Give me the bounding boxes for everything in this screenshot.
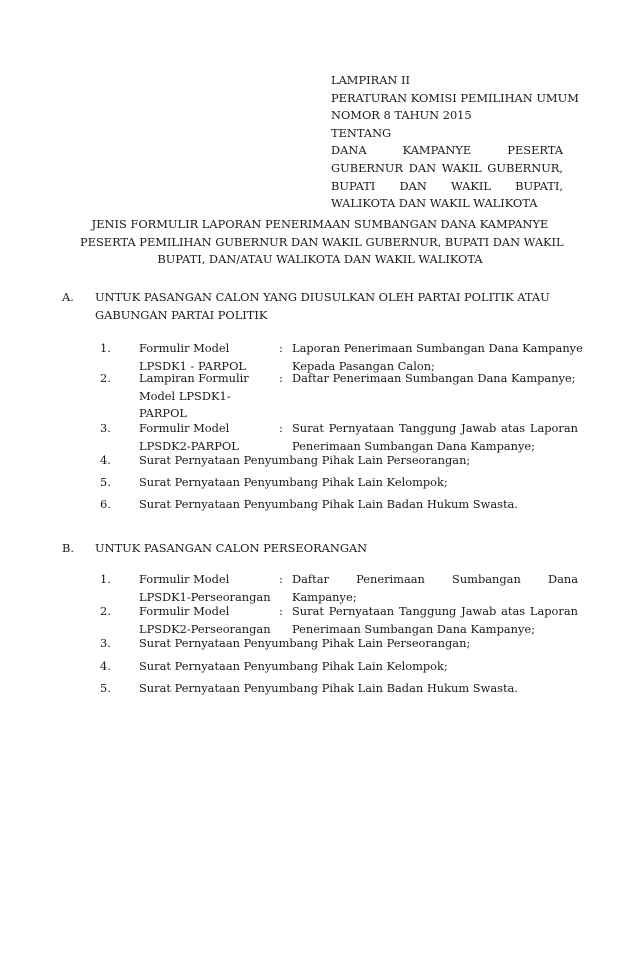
description-line: Kampanye; <box>292 589 357 604</box>
form-name <box>139 370 269 423</box>
form-description <box>292 571 578 606</box>
description-line: Penerimaan Sumbangan Dana Kampanye; <box>292 438 536 453</box>
item-text: Surat Pernyataan Penyumbang Pihak Lain Perseorangan; <box>139 636 471 650</box>
item-colon: : <box>279 421 283 435</box>
form-name-line: LPSDK2-PARPOL <box>139 438 239 453</box>
header-line: BUPATI DAN WAKIL BUPATI, <box>331 178 563 193</box>
item-number: 2. <box>100 371 111 385</box>
description-line: Penerimaan Sumbangan Dana Kampanye; <box>292 621 536 636</box>
section-letter: A. <box>62 290 74 304</box>
item-colon: : <box>279 604 283 618</box>
header-line: WALIKOTA DAN WAKIL WALIKOTA <box>331 196 538 211</box>
form-name-line: PARPOL <box>139 406 187 421</box>
description-line: Surat Pernyataan Tanggung Jawab atas Laporan <box>292 421 578 435</box>
form-description <box>292 603 578 638</box>
description-line: Laporan Penerimaan Sumbangan Dana Kampanye <box>292 341 583 355</box>
title-line: JENIS FORMULIR LAPORAN PENERIMAAN SUMBANGAN DANA KAMPANYE <box>91 217 549 231</box>
item-text: Surat Pernyataan Penyumbang Pihak Lain Kelompok; <box>139 475 448 489</box>
item-number: 2. <box>100 604 111 618</box>
section-heading-line: UNTUK PASANGAN CALON PERSEORANGAN <box>95 541 368 555</box>
section-heading-line: GABUNGAN PARTAI POLITIK <box>95 307 268 322</box>
form-description <box>292 370 578 388</box>
item-number: 3. <box>100 636 111 650</box>
form-description <box>292 420 578 455</box>
header-line: PERATURAN KOMISI PEMILIHAN UMUM <box>331 90 579 105</box>
title-line: PESERTA PEMILIHAN GUBERNUR DAN WAKIL GUBERNUR, BUPATI DAN WAKIL <box>80 234 564 249</box>
item-text: Surat Pernyataan Penyumbang Pihak Lain Badan Hukum Swasta. <box>139 681 518 695</box>
header-line: LAMPIRAN II <box>331 73 411 87</box>
item-colon: : <box>279 572 283 586</box>
section-heading-text <box>95 540 565 558</box>
section-heading-text <box>95 289 565 324</box>
form-name-line: LPSDK1 - PARPOL <box>139 358 246 373</box>
form-name <box>139 420 269 455</box>
item-colon: : <box>279 341 283 355</box>
item-number: 4. <box>100 453 111 467</box>
item-number: 6. <box>100 497 111 511</box>
form-name-line: LPSDK2-Perseorangan <box>139 621 271 636</box>
form-name-line: Formulir Model <box>139 421 230 435</box>
form-name-line: Formulir Model <box>139 341 230 355</box>
item-number: 1. <box>100 572 111 586</box>
section-letter: B. <box>62 541 74 555</box>
form-name-line: Formulir Model <box>139 572 230 586</box>
header-line: TENTANG <box>331 125 392 140</box>
item-number: 5. <box>100 681 111 695</box>
form-name-line: Lampiran Formulir <box>139 371 249 385</box>
form-name <box>139 603 269 638</box>
description-line: Surat Pernyataan Tanggung Jawab atas Laporan <box>292 604 578 618</box>
title-line: BUPATI, DAN/ATAU WALIKOTA DAN WAKIL WALIKOTA <box>157 252 483 267</box>
description-line: Kepada Pasangan Calon; <box>292 358 435 373</box>
header-line: DANA KAMPANYE PESERTA <box>331 143 563 158</box>
item-text: Surat Pernyataan Penyumbang Pihak Lain Perseorangan; <box>139 453 471 467</box>
form-name-line: LPSDK1-Perseorangan <box>139 589 271 604</box>
section-heading-line: UNTUK PASANGAN CALON YANG DIUSULKAN OLEH PARTAI POLITIK ATAU <box>95 290 550 304</box>
item-text: Surat Pernyataan Penyumbang Pihak Lain Badan Hukum Swasta. <box>139 497 518 511</box>
form-name-line: Model LPSDK1- <box>139 388 231 403</box>
description-line: Daftar Penerimaan Sumbangan Dana Kampanye; <box>292 371 576 385</box>
item-colon: : <box>279 371 283 385</box>
attachment-header <box>331 72 579 213</box>
item-number: 4. <box>100 659 111 673</box>
document-title <box>80 216 564 269</box>
item-number: 1. <box>100 341 111 355</box>
item-number: 5. <box>100 475 111 489</box>
form-name <box>139 571 269 606</box>
item-number: 3. <box>100 421 111 435</box>
header-line: GUBERNUR DAN WAKIL GUBERNUR, <box>331 160 563 175</box>
form-name-line: Formulir Model <box>139 604 230 618</box>
description-line: Daftar Penerimaan Sumbangan Dana <box>292 572 578 586</box>
item-text: Surat Pernyataan Penyumbang Pihak Lain Kelompok; <box>139 659 448 673</box>
header-line: NOMOR 8 TAHUN 2015 <box>331 108 472 123</box>
